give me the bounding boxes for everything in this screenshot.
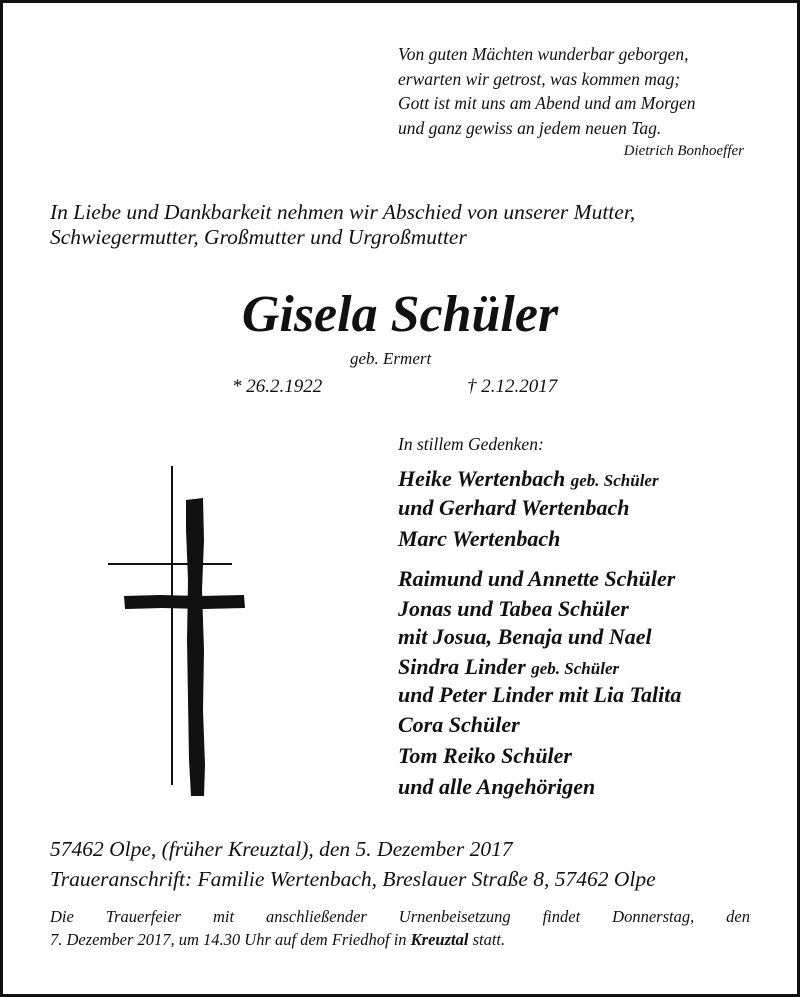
place-and-address xyxy=(50,834,656,894)
birth-date: * 26.2.1922 xyxy=(232,376,323,397)
mourner-name: Tom Reiko Schüler xyxy=(398,743,572,768)
mourner-name: Heike Wertenbach xyxy=(398,466,566,491)
mourner-note: geb. Schüler xyxy=(531,659,620,678)
mourner-line xyxy=(398,710,520,740)
mourner-line xyxy=(398,493,629,523)
mourner-line xyxy=(398,772,595,802)
mourner-line xyxy=(398,680,681,710)
ceremony-line xyxy=(50,928,750,951)
poem-line: und ganz gewiss an jedem neuen Tag. xyxy=(398,117,662,138)
mourner-name: und Peter Linder mit Lia Talita xyxy=(398,682,682,707)
poem-quote xyxy=(398,42,778,140)
mourner-note: geb. Schüler xyxy=(570,471,659,490)
mourner-line xyxy=(398,464,659,496)
ceremony-line: Die Trauerfeier mit anschließender Urnenbeisetzung findet Donnerstag, den xyxy=(50,907,750,926)
mourner-line xyxy=(398,741,572,771)
cross-icon xyxy=(100,460,250,805)
ceremony-info xyxy=(50,905,750,951)
poem-line: Von guten Mächten wunderbar geborgen, xyxy=(398,44,689,64)
mourning-address: Traueranschrift: Familie Wertenbach, Breslauer Straße 8, 57462 Olpe xyxy=(50,867,656,891)
mourner-line xyxy=(398,622,652,652)
ceremony-date-time: 7. Dezember 2017, um 14.30 Uhr auf dem Friedhof in xyxy=(50,930,411,949)
mourner-name: und alle Angehörigen xyxy=(398,774,596,799)
mourner-line xyxy=(398,594,629,624)
mourner-line xyxy=(398,564,675,594)
intro-line: In Liebe und Dankbarkeit nehmen wir Abschied von unserer Mutter, xyxy=(50,200,636,224)
memory-label: In stillem Gedenken: xyxy=(398,434,544,454)
place-date: 57462 Olpe, (früher Kreuztal), den 5. Dezember 2017 xyxy=(50,837,513,861)
deceased-name: Gisela Schüler xyxy=(241,286,559,343)
intro-line: Schwiegermutter, Großmutter und Urgroßmutter xyxy=(50,225,467,249)
mourner-name: und Gerhard Wertenbach xyxy=(398,495,630,520)
maiden-name: geb. Ermert xyxy=(350,349,432,368)
mourner-name: Jonas und Tabea Schüler xyxy=(398,596,629,621)
poem-author: Dietrich Bonhoeffer xyxy=(623,143,744,159)
ceremony-location: Kreuztal xyxy=(410,930,469,949)
mourner-name: mit Josua, Benaja und Nael xyxy=(398,624,652,649)
poem-line: erwarten wir getrost, was kommen mag; xyxy=(398,68,681,89)
intro-text xyxy=(50,200,760,250)
mourner-name: Marc Wertenbach xyxy=(398,526,561,551)
mourner-line xyxy=(398,524,560,554)
mourner-name: Cora Schüler xyxy=(398,712,520,737)
mourner-name: Raimund und Annette Schüler xyxy=(398,566,676,591)
death-date: † 2.12.2017 xyxy=(467,376,558,397)
poem-line: Gott ist mit uns am Abend und am Morgen xyxy=(398,93,696,113)
mourner-name: Sindra Linder xyxy=(398,654,526,679)
ceremony-end: statt. xyxy=(468,930,506,949)
